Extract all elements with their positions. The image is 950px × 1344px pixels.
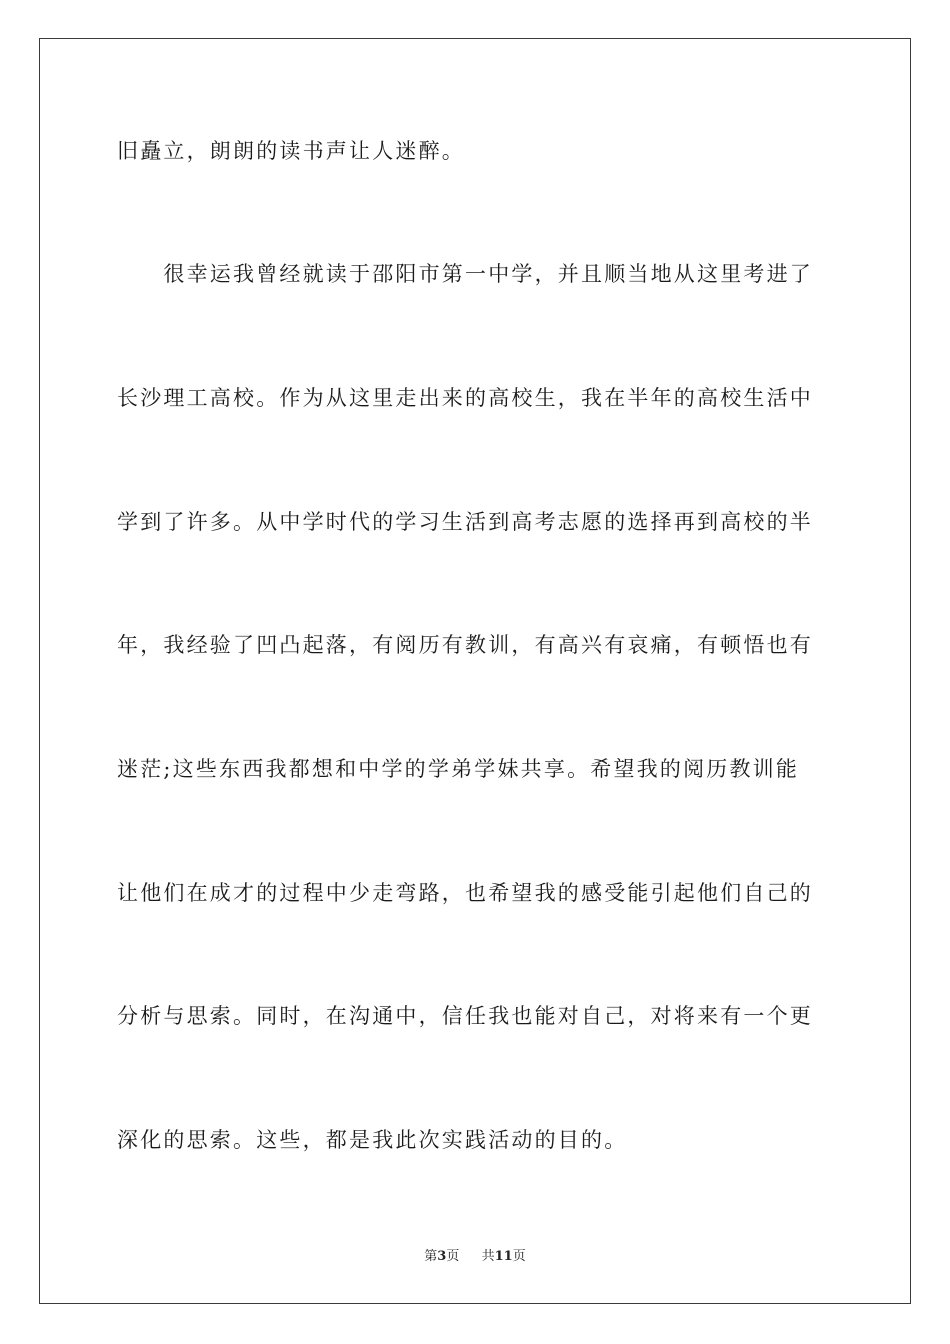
text-line: 迷茫;这些东西我都想和中学的学弟学妹共享。希望我的阅历教训能 — [117, 757, 800, 781]
text-line: 分析与思索。同时，在沟通中，信任我也能对自己，对将来有一个更 — [117, 1004, 813, 1028]
total-prefix: 共 — [481, 1249, 495, 1264]
page-footer — [0, 1248, 950, 1266]
text-line: 让他们在成才的过程中少走弯路，也希望我的感受能引起他们自己的 — [117, 881, 813, 905]
page-number: 3 — [437, 1249, 447, 1264]
page-border — [39, 38, 911, 1304]
text-line: 深化的思索。这些，都是我此次实践活动的目的。 — [117, 1128, 628, 1152]
text-line: 很幸运我曾经就读于邵阳市第一中学，并且顺当地从这里考进了 — [117, 262, 813, 286]
page-suffix: 页 — [446, 1249, 460, 1264]
text-line: 长沙理工高校。作为从这里走出来的高校生，我在半年的高校生活中 — [117, 386, 813, 410]
page-prefix: 第 — [424, 1249, 438, 1264]
total-pages: 11 — [494, 1249, 513, 1264]
text-line: 年，我经验了凹凸起落，有阅历有教训，有高兴有哀痛，有顿悟也有 — [117, 633, 813, 657]
text-line: 旧矗立，朗朗的读书声让人迷醉。 — [117, 139, 465, 163]
text-line: 学到了许多。从中学时代的学习生活到高考志愿的选择再到高校的半 — [117, 510, 813, 534]
total-suffix: 页 — [512, 1249, 526, 1264]
